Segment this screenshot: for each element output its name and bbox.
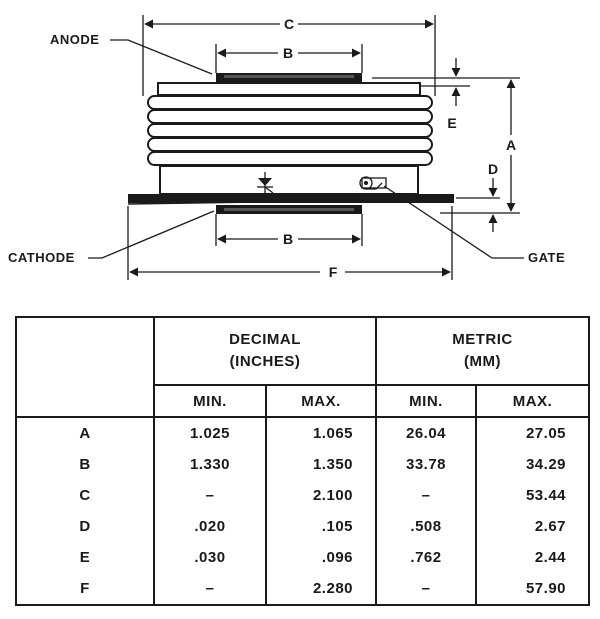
ceramic-housing bbox=[148, 96, 432, 194]
decimal-max-cell: 1.065 bbox=[266, 417, 376, 449]
dim-e-label: E bbox=[447, 115, 457, 131]
metric-max-cell: 27.05 bbox=[525, 425, 567, 442]
metric-max-cell: 53.44 bbox=[525, 487, 567, 504]
row-dim: D bbox=[16, 511, 154, 542]
subheader-decimal-min: MIN. bbox=[154, 385, 266, 417]
table-corner-cell bbox=[16, 317, 154, 417]
decimal-min-cell: .020 bbox=[154, 511, 266, 542]
decimal-max-cell: 2.100 bbox=[266, 480, 376, 511]
header-decimal bbox=[154, 317, 376, 385]
metric-max-cell: 2.44 bbox=[534, 549, 567, 566]
metric-min-cell: .762 bbox=[376, 542, 476, 573]
subheader-metric-min: MIN. bbox=[376, 385, 476, 417]
decimal-max-cell: .105 bbox=[266, 511, 376, 542]
decimal-max-cell: 1.350 bbox=[266, 449, 376, 480]
header-decimal-line1: DECIMAL bbox=[229, 331, 301, 348]
header-decimal-line2: (INCHES) bbox=[229, 353, 301, 370]
header-metric-line2: (MM) bbox=[464, 353, 501, 370]
header-metric-line1: METRIC bbox=[452, 331, 513, 348]
row-dim: F bbox=[16, 573, 154, 605]
cathode-label: CATHODE bbox=[8, 250, 75, 265]
dim-b-top-label: B bbox=[282, 45, 294, 61]
row-dim: C bbox=[16, 480, 154, 511]
decimal-min-cell: – bbox=[154, 573, 266, 605]
metric-max-cell: 34.29 bbox=[525, 456, 567, 473]
table-row bbox=[16, 511, 589, 542]
metric-max-cell: 57.90 bbox=[525, 580, 567, 597]
dimension-spec-table bbox=[15, 316, 590, 606]
header-metric bbox=[376, 317, 589, 385]
metric-min-cell: 33.78 bbox=[376, 449, 476, 480]
dim-f-label: F bbox=[328, 264, 338, 280]
row-dim: E bbox=[16, 542, 154, 573]
dim-b-bottom-label: B bbox=[282, 231, 294, 247]
subheader-decimal-max: MAX. bbox=[266, 385, 376, 417]
anode-label: ANODE bbox=[50, 32, 100, 47]
top-cap bbox=[158, 83, 420, 95]
dim-a-label: A bbox=[505, 137, 517, 153]
subheader-metric-max: MAX. bbox=[476, 385, 589, 417]
metric-max-cell: 2.67 bbox=[534, 518, 567, 535]
decimal-min-cell: .030 bbox=[154, 542, 266, 573]
table-row bbox=[16, 480, 589, 511]
decimal-max-cell: 2.280 bbox=[266, 573, 376, 605]
metric-min-cell: – bbox=[376, 573, 476, 605]
decimal-min-cell: 1.330 bbox=[154, 449, 266, 480]
table-row bbox=[16, 573, 589, 605]
decimal-max-cell: .096 bbox=[266, 542, 376, 573]
metric-min-cell: – bbox=[376, 480, 476, 511]
decimal-min-cell: 1.025 bbox=[154, 417, 266, 449]
gate-label: GATE bbox=[528, 250, 566, 265]
row-dim: B bbox=[16, 449, 154, 480]
metric-min-cell: 26.04 bbox=[376, 417, 476, 449]
dim-d-label: D bbox=[487, 161, 499, 177]
table-row bbox=[16, 542, 589, 573]
dim-c-label: C bbox=[283, 16, 295, 32]
row-dim: A bbox=[16, 417, 154, 449]
table-row bbox=[16, 449, 589, 480]
table-row bbox=[16, 417, 589, 449]
decimal-min-cell: – bbox=[154, 480, 266, 511]
metric-min-cell: .508 bbox=[376, 511, 476, 542]
